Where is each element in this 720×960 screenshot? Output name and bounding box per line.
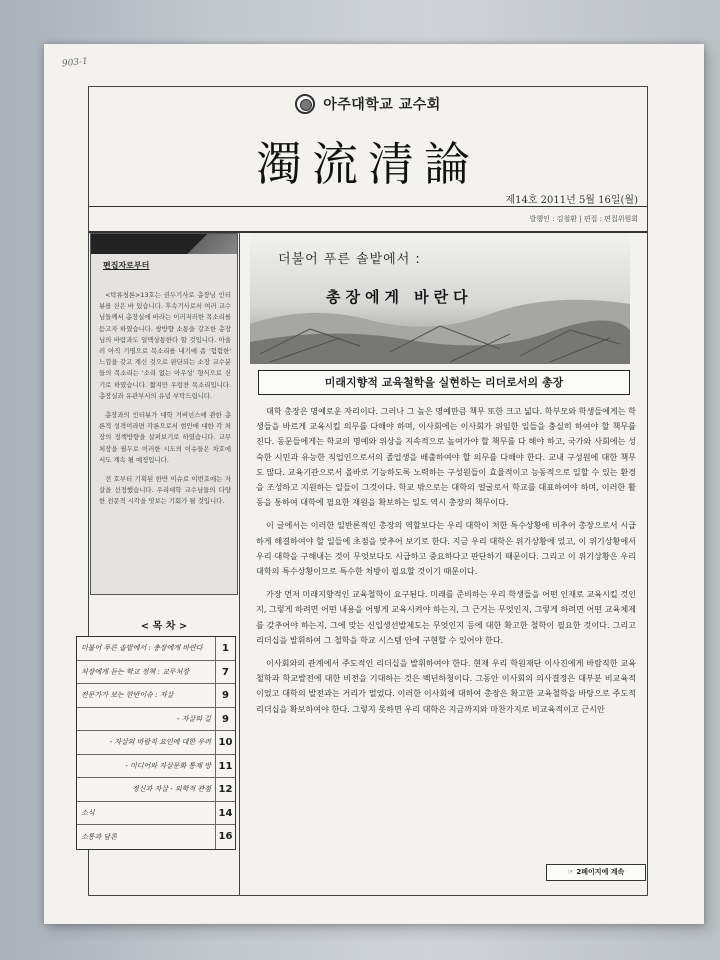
toc-entry-label: 정신과 자살 - 의학적 관점 [131,785,211,794]
banner-title: 총장에게 바란다 [326,288,473,306]
article-subheading: 미래지향적 교육철학을 실현하는 리더로서의 총장 [258,370,630,395]
article-paragraph: 대학 총장은 명예로운 자리이다. 그러나 그 높은 명예만큼 책무 또한 크고 넓다. 학부모와 학생들에게는 학생들을 바르게 교육시킬 의무를 다해야 하며, 이사회에는 이사회가 위임한 일들을 충실히 하여야 할 책무를 진다. 동문들에게는 학교의 명예와 위상을 지속적으로 높여가야 할 책무를 다 해야 하고, 국가와 사회에는 성숙한 시민과 유능한 직업인으로서의 졸업생을 배출하여야 할 의무를 다해야 한다. 교내 구성원에 대한 책무도 많다. 교육기관으로서 올바로 기능하도록 노력하는 구성원들이 효율적이고 능동적으로 일할 수 있는 환경을 조성하고 지원하는 일들이 그것이다. 학교 밖으로는 대학의 얼굴로서 학교를 대표하여야 하며, 이러한 활동을 통하여 대학에 필요한 재원을 확보하는 일도 역시 총장의 책무이다. [256,406,636,508]
table-of-contents [76,636,236,850]
university-seal-icon [295,94,315,114]
toc-entry-page: 1 [215,637,235,660]
toc-row [77,802,235,826]
toc-entry-label: 소식 [81,808,95,817]
toc-entry-label: 소통과 담론 [81,832,118,841]
toc-row [77,755,235,779]
article-paragraph: 이사회와의 관계에서 주도적인 리더십을 발휘하여야 한다. 현재 우리 학원재단 이사진에게 바람직한 교육철학과 학교발전에 대한 비전을 기대하는 것은 백년하청이다. 그동안 이사회의 의사결정은 대부분 비교육적이었고 대학의 발전과는 거리가 멀었다. 이러한 이사회에 대하여 총장은 확고한 교육철학을 바탕으로 주도적 리더십을 확보하여야 한다. 그렇지 못하면 우리 대학은 지금까지와 마찬가지로 비교육적이고 근시안 [256,658,636,714]
editor-note-paragraph: <탁류청론>13호는 권두기사로 총장님 인터뷰를 싣은 바 있습니다. 후속기사로서 여러 교수님들께서 총장실에 바라는 이러저러한 목소리를 듣고자 하였습니다. 쌍방향 소통을 강조한 총장님의 바람과도 일맥상통한다 할 것입니다. 아울러 아직 기명으로 목소리를 내기에 좀 '험험한' 느낌을 갖고 계신 것으로 판단되는 소장 교수분들의 목소리는 '소리 없는 아우성' 형식으로 싣기로 하였습니다. 짧지만 우렁찬 목소리입니다. 총장실과 유관부서의 유념 부탁드립니다. [99,291,231,400]
editor-note-paragraph: 총장과의 인터뷰가 대학 거버넌스에 관한 총론적 성격이라면 각론으로서 현안에 대한 각 처장의 정책방향을 살펴보기로 하였습니다. 교무처장을 필두로 이러한 시도의 이슈들은 차호에서도 계속 될 예정입니다. [99,411,231,464]
article-paragraph: 이 글에서는 이러한 일반론적인 총장의 역할보다는 우리 대학이 처한 특수상황에 비추어 총장으로서 시급하게 해결하여야 할 일들에 초점을 맞추어 보기로 한다. 지금 우리 대학은 위기상황에 있고, 이 위기상황에서 우리 대학을 구해내는 것이 무엇보다도 시급하고 중요하다고 판단하기 때문이다. 그리고 이 위기상황은 우리 대학의 특수상황이므로 특수한 처방이 필요할 것이기 때문이다. [256,520,636,577]
toc-entry-page: 7 [215,661,235,684]
publisher-line: 발행인 : 김철환 | 편집 : 편집위원회 [529,215,638,223]
toc-entry-label: - 자살의 바람직 요인에 대한 우려 [109,738,211,747]
toc-entry-page: 14 [215,802,235,825]
toc-entry-page: 16 [215,825,235,849]
toc-entry-label: - 자살의 길 [176,714,211,723]
toc-row [77,637,235,661]
toc-entry-page: 11 [215,755,235,778]
toc-entry-label: 처장에게 듣는 학교 정책 : 교무처장 [81,667,190,676]
masthead-title: 濁流清論 [256,137,480,191]
editor-note-title: 편집자로부터 [103,261,150,270]
toc-row [77,708,235,732]
editor-note-paragraph: 전 호부터 기획된 한반 이슈로 이번호에는 자살을 선정했습니다. 우리대학 교수님들의 다양한 전문적 시각을 엿보는 기회가 될 것입니다. [99,475,231,506]
editor-note-body [99,290,231,516]
issue-date: 제14호 2011년 5월 16일(월) [505,195,638,206]
toc-entry-label: 더불어 푸른 솔밭에서 : 총장에게 바란다 [81,644,203,653]
org-header [88,94,648,114]
handwritten-note: 903-1 [61,56,89,70]
continued-on-page-2: ☞ 2페이지에 계속 [546,864,646,881]
toc-entry-page: 9 [215,708,235,731]
org-name: 아주대학교 교수회 [323,97,441,113]
article-body [256,404,636,717]
article-paragraph: 가장 먼저 미래지향적인 교육철학이 요구된다. 미래를 준비하는 우리 학생들을 어떤 인재로 교육시킬 것인지, 그렇게 하려면 어떤 내용을 어떻게 교육시켜야 하는지, 그 근거는 무엇인지, 그렇게 하려면 어떤 교육체제를 갖추어야 하는지, 그에 맞는 신입생선발제도는 무엇인지 등에 대한 확고한 철학이 필요한 것이다. 그리고 리더십을 발휘하여 그 철학을 학교 시스템 안에 구현할 수 있어야 한다. [256,589,636,645]
toc-entry-page: 10 [215,731,235,754]
toc-entry-page: 12 [215,778,235,801]
toc-title: < 목 차 > [140,621,188,632]
toc-row [77,825,235,849]
toc-entry-label: - 미디어와 자살문화 통제 방 [125,761,211,770]
banner-subtitle: 더불어 푸른 솔밭에서 : [278,252,421,267]
editor-note-box [90,233,238,595]
toc-row [77,661,235,685]
header-rule [88,206,648,207]
toc-row [77,778,235,802]
toc-row [77,684,235,708]
toc-entry-label: 전문가가 보는 한반이슈 : 자살 [81,691,174,700]
feature-banner [250,234,630,364]
toc-entry-page: 9 [215,684,235,707]
toc-row [77,731,235,755]
editor-note-header-bar [91,234,237,254]
